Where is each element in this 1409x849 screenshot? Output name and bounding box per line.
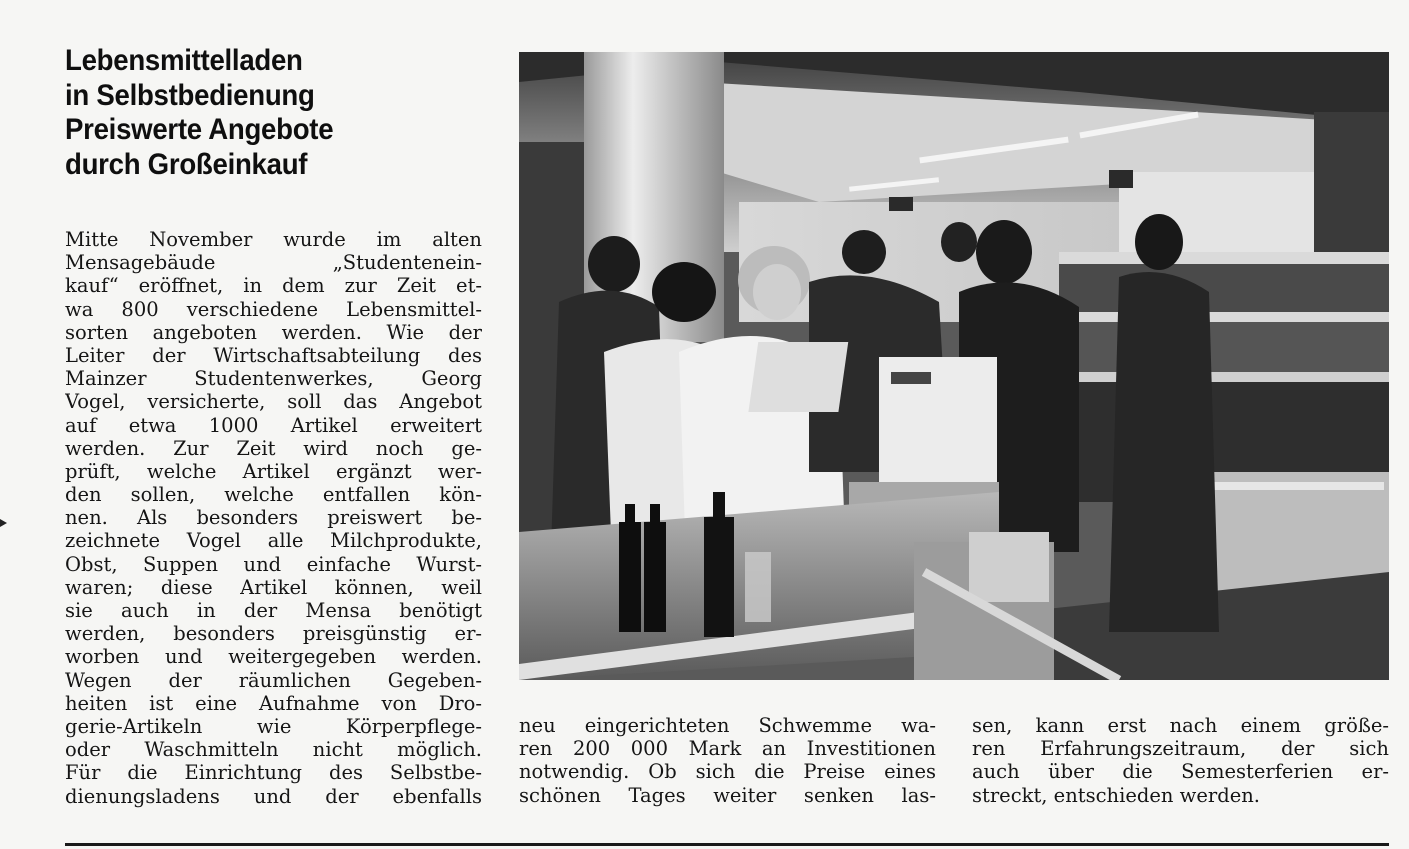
- text-line: oder Waschmitteln nicht möglich.: [65, 738, 482, 762]
- article-column-3: [972, 714, 1389, 807]
- text-line: sorten angeboten werden. Wie der: [65, 320, 482, 344]
- photo-illustration: [519, 52, 1389, 680]
- shop-interior-photo: [519, 52, 1389, 680]
- text-line: dienungsladens und der ebenfalls: [65, 784, 482, 808]
- text-line: Leiter der Wirtschaftsabteilung des: [65, 343, 482, 367]
- margin-marker-icon: [0, 519, 7, 527]
- text-line: auch über die Semesterferien er-: [972, 760, 1389, 784]
- text-line: werden. Zur Zeit wird noch ge-: [65, 436, 482, 460]
- text-line: Mensagebäude „Studentenein-: [65, 251, 482, 275]
- text-line: kauf“ eröffnet, in dem zur Zeit et-: [65, 274, 482, 298]
- text-line: ren 200 000 Mark an Investitionen: [519, 737, 936, 761]
- text-line: waren; diese Artikel können, weil: [65, 575, 482, 599]
- text-line: notwendig. Ob sich die Preise eines: [519, 760, 936, 784]
- text-line: gerie-Artikeln wie Körperpflege-: [65, 714, 482, 738]
- text-line: Obst, Suppen und einfache Wurst-: [65, 552, 482, 576]
- headline: [65, 44, 451, 182]
- text-line: schönen Tages weiter senken las-: [519, 783, 936, 807]
- headline-line: in Selbstbedienung: [65, 78, 315, 112]
- text-line: Mitte November wurde im alten: [65, 228, 482, 251]
- text-line: prüft, welche Artikel ergänzt wer-: [65, 459, 482, 483]
- text-line: streckt, entschieden werden.: [972, 783, 1260, 807]
- text-line: sie auch in der Mensa benötigt: [65, 599, 482, 622]
- text-line: Für die Einrichtung des Selbstbe-: [65, 761, 482, 785]
- text-line: Wegen der räumlichen Gegeben-: [65, 668, 482, 692]
- text-line: werden, besonders preisgünstig er-: [65, 622, 482, 646]
- text-line: heiten ist eine Aufnahme von Dro-: [65, 691, 482, 715]
- text-line: neu eingerichteten Schwemme wa-: [519, 714, 936, 737]
- text-line: Mainzer Studentenwerkes, Georg: [65, 367, 482, 391]
- text-line: den sollen, welche entfallen kön-: [65, 483, 482, 507]
- headline-line: Preiswerte Angebote: [65, 113, 334, 146]
- bottom-rule: [65, 843, 1389, 846]
- article-column-2: [519, 714, 936, 807]
- headline-line: Lebensmittelladen: [65, 44, 303, 77]
- article-column-1: [65, 228, 482, 808]
- text-line: worben und weitergegeben werden.: [65, 645, 482, 669]
- text-line: wa 800 verschiedene Lebensmittel-: [65, 297, 482, 321]
- text-line: auf etwa 1000 Artikel erweitert: [65, 413, 482, 437]
- text-line: Vogel, versicherte, soll das Angebot: [65, 390, 482, 414]
- text-line: sen, kann erst nach einem größe-: [972, 714, 1389, 737]
- text-line: ren Erfahrungszeitraum, der sich: [972, 737, 1389, 761]
- text-line: nen. Als besonders preiswert be-: [65, 506, 482, 530]
- text-line: zeichnete Vogel alle Milchprodukte,: [65, 529, 482, 553]
- headline-line: durch Großeinkauf: [65, 147, 308, 181]
